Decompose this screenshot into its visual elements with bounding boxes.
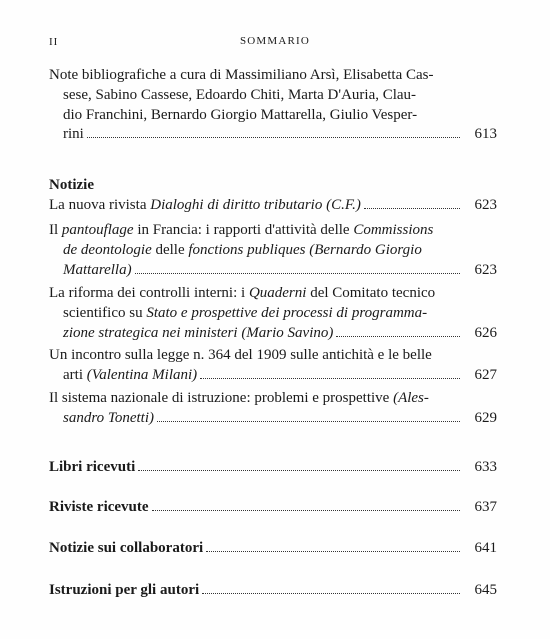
section-heading-notizie: Notizie [49, 177, 94, 193]
entry-text-italic: Quaderni [248, 285, 307, 301]
page-ref: 623 [474, 197, 497, 213]
dot-leader [364, 208, 460, 209]
dot-leader [87, 137, 460, 138]
dot-leader [152, 510, 460, 511]
page-ref: 613 [474, 126, 497, 143]
page-ref: 627 [474, 366, 497, 383]
entry-text: scientifico su [63, 304, 147, 321]
toc-entry-notizie-3[interactable] [49, 284, 497, 343]
entry-text: del Comitato tecnico [306, 285, 436, 301]
section-label: Istruzioni per gli autori [49, 582, 200, 598]
entry-text-italic: (Ales- [393, 390, 429, 406]
entry-text-italic: sandro Tonetti) [63, 409, 154, 426]
toc-entry-line: dio Franchini, Bernardo Giorgio Mattarella, Giulio Vesper- [63, 106, 418, 123]
dot-leader [206, 551, 460, 552]
entry-text: arti [63, 366, 87, 383]
dot-leader [202, 593, 460, 594]
entry-text-italic: Stato e prospettive dei processi di programma- [146, 304, 428, 321]
toc-entry-notizie-2[interactable] [49, 221, 497, 280]
entry-text: Un incontro sulla legge n. 364 del 1909 sulle antichità e le belle [49, 347, 432, 363]
section-label: Libri ricevuti [49, 459, 136, 475]
dot-leader [200, 378, 460, 379]
dot-leader [157, 421, 460, 422]
page-ref: 623 [474, 261, 497, 278]
running-title: SOMMARIO [239, 35, 311, 47]
toc-entry-notizie-sui-collaboratori[interactable] [49, 539, 497, 559]
entry-text-italic: Dialoghi di diritto tributario (C.F.) [150, 197, 361, 213]
entry-text: Il sistema nazionale di istruzione: problemi e prospettive [49, 390, 394, 406]
entry-text-italic: Mattarella) [63, 261, 132, 278]
toc-entry-notizie-4[interactable] [49, 346, 497, 386]
entry-text-italic: (Valentina Milani) [86, 366, 198, 383]
page-number: II [49, 36, 59, 48]
page-ref: 633 [474, 459, 497, 475]
entry-text-italic: pantouflage [61, 222, 134, 238]
page-ref: 629 [474, 409, 497, 426]
entry-text-italic: de deontologie [63, 241, 152, 258]
toc-entry-line: Note bibliografiche a cura di Massimiliano Arsì, Elisabetta Cas- [49, 67, 434, 83]
toc-entry-libri-ricevuti[interactable] [49, 458, 497, 478]
entry-text: in Francia: i rapporti d'attività delle [133, 222, 354, 238]
entry-text-italic: fonctions publiques (Bernardo Giorgio [188, 241, 422, 258]
toc-entry-notizie-5[interactable] [49, 389, 497, 429]
dot-leader [336, 336, 460, 337]
dot-leader [135, 273, 460, 274]
section-label: Riviste ricevute [49, 499, 149, 515]
entry-text: La nuova rivista [49, 197, 151, 213]
toc-entry-note-bibliografiche[interactable] [49, 66, 497, 145]
page-ref: 641 [474, 540, 497, 556]
entry-text-italic: Commissions [353, 222, 434, 238]
entry-text: Il [49, 222, 62, 238]
page-ref: 626 [474, 324, 497, 341]
section-label: Notizie sui collaboratori [49, 540, 204, 556]
toc-entry-line: rini [63, 126, 84, 143]
page-ref: 637 [474, 499, 497, 515]
toc-entry-riviste-ricevute[interactable] [49, 498, 497, 518]
dot-leader [138, 470, 460, 471]
entry-text: delle [151, 241, 189, 258]
entry-text: La riforma dei controlli interni: i [49, 285, 249, 301]
page-ref: 645 [474, 582, 497, 598]
toc-entry-notizie-1[interactable] [49, 196, 497, 216]
entry-text-italic: zione strategica nei ministeri (Mario Savino) [63, 324, 334, 341]
toc-entry-line: sese, Sabino Cassese, Edoardo Chiti, Marta D'Auria, Clau- [63, 86, 417, 103]
toc-entry-istruzioni-per-gli-autori[interactable] [49, 581, 497, 601]
